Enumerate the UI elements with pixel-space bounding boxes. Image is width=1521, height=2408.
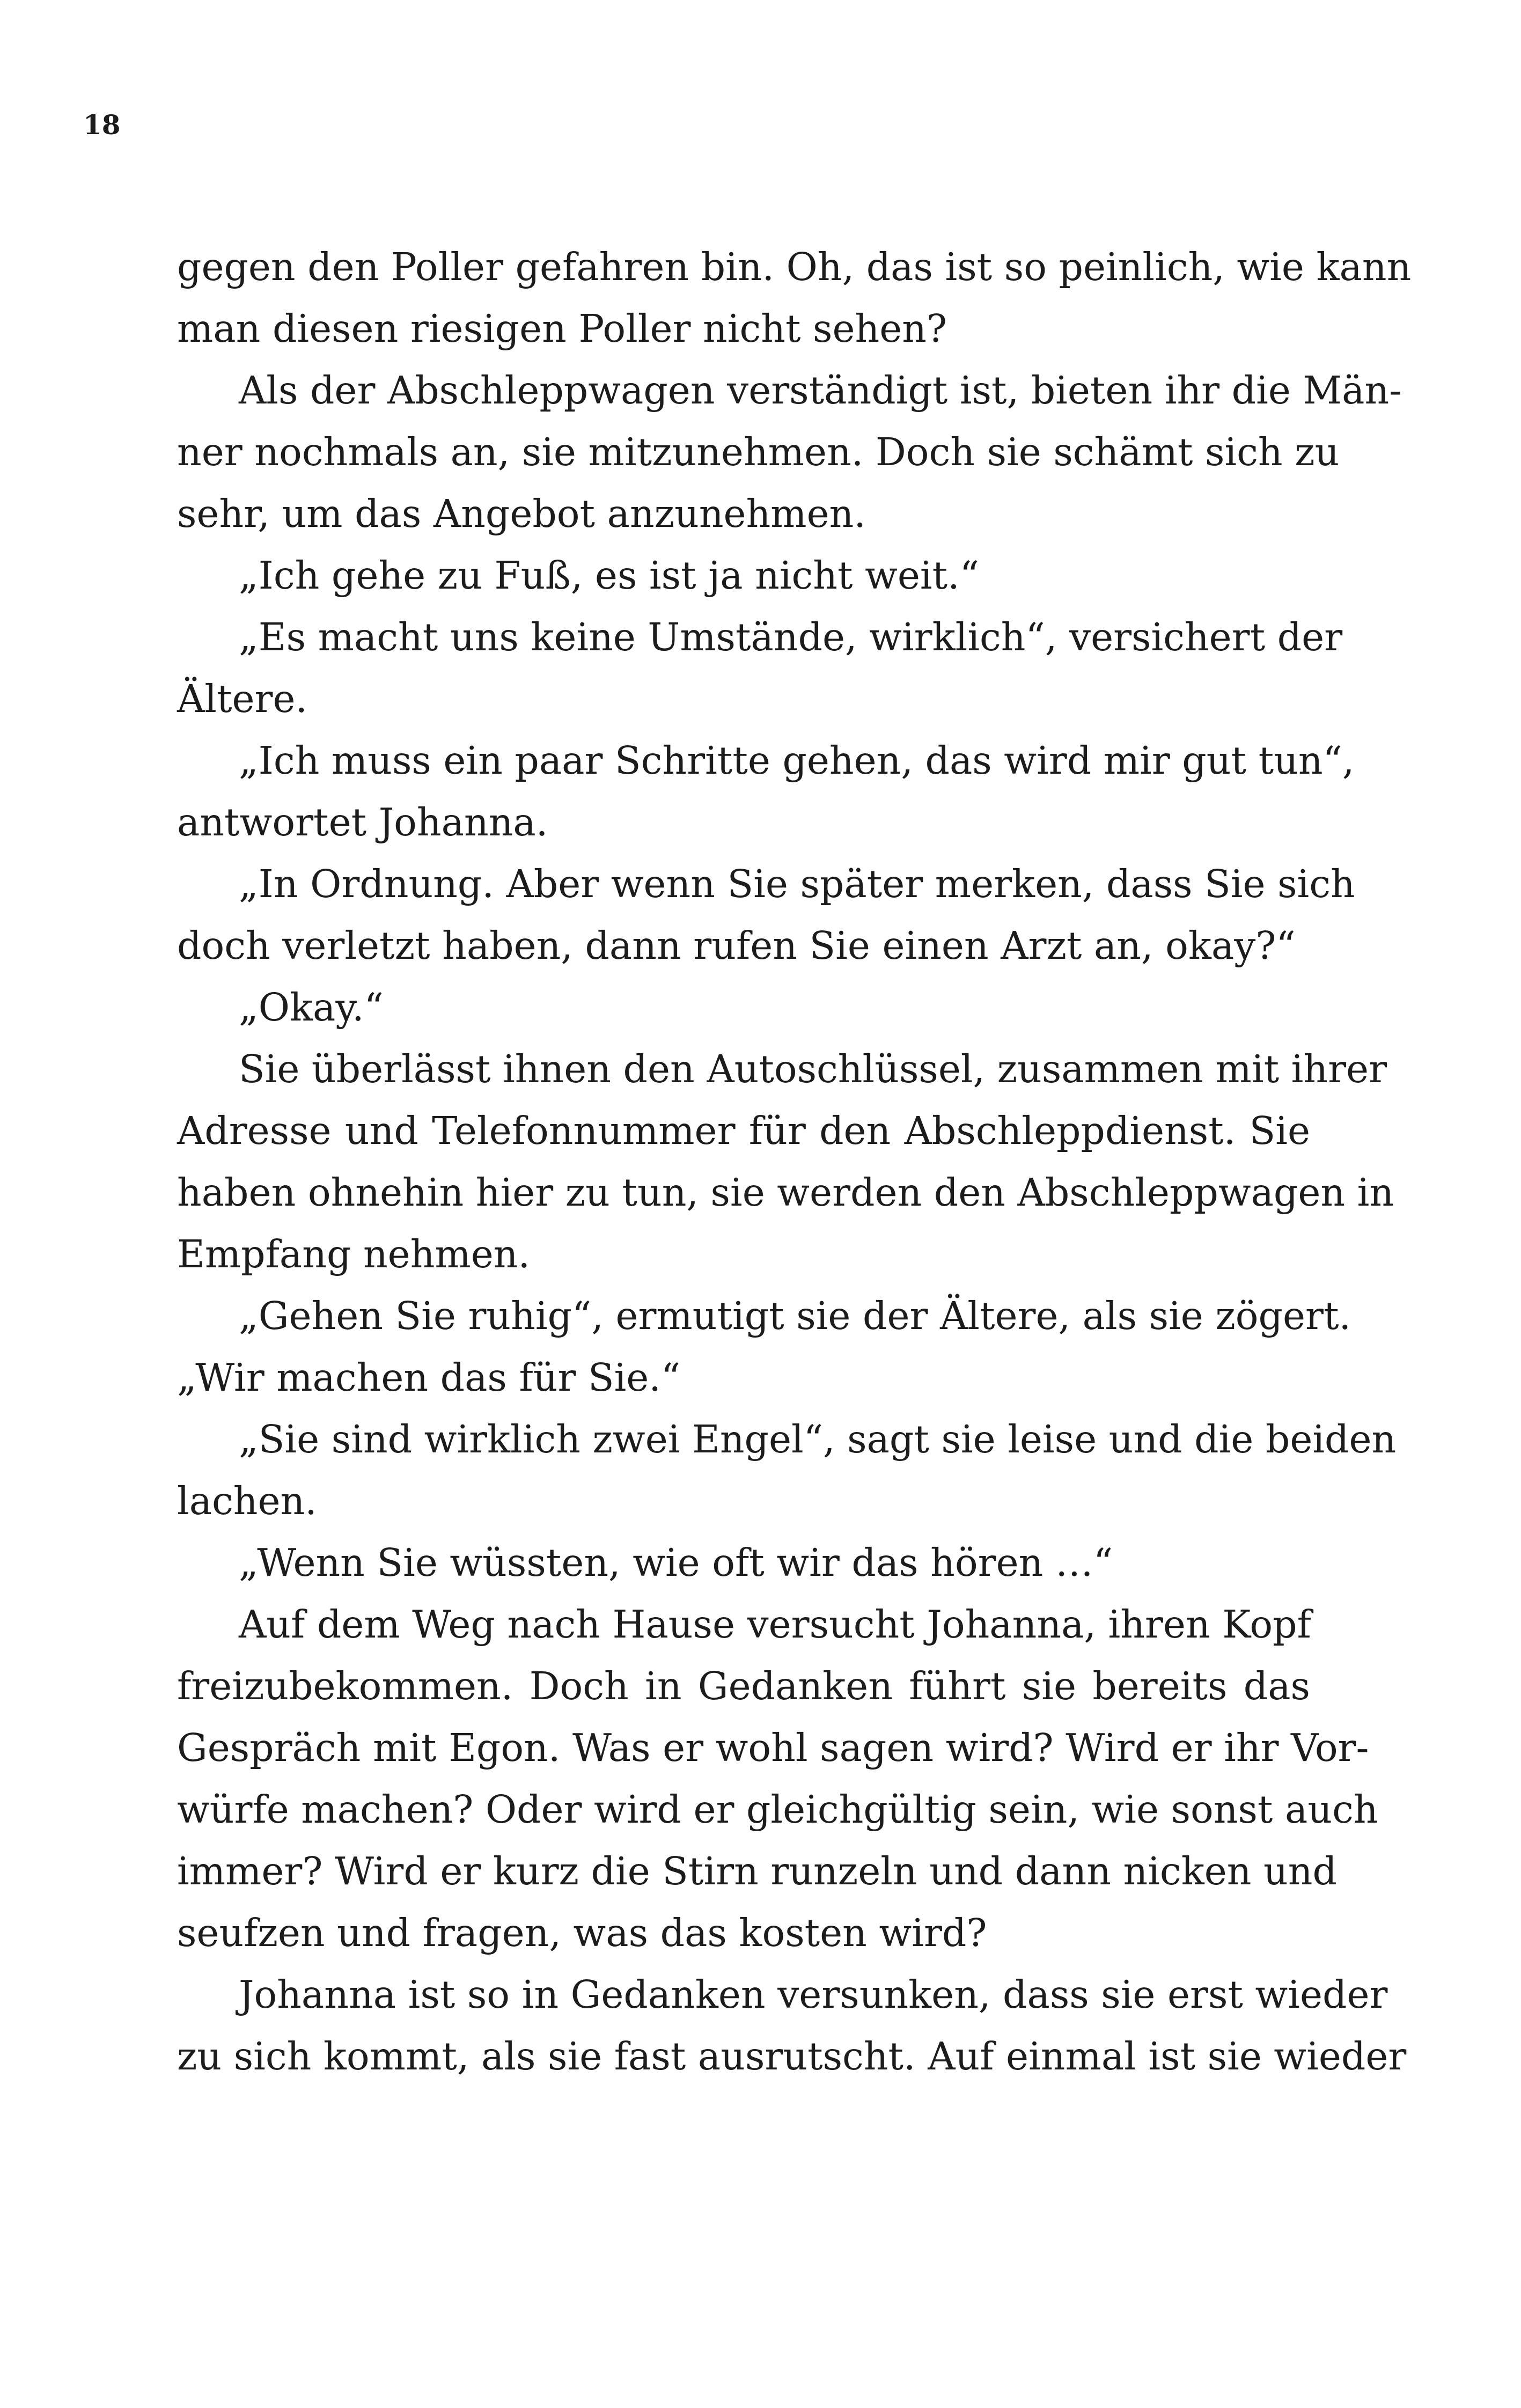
text-line: würfe machen? Oder wird er gleichgültig sein, wie sonst auch bbox=[177, 1787, 1378, 1832]
text-line: doch verletzt haben, dann rufen Sie einen Arzt an, okay?“ bbox=[177, 923, 1296, 968]
text-line: seufzen und fragen, was das kosten wird? bbox=[177, 1911, 987, 1955]
text-line: Auf dem Weg nach Hause versucht Johanna, ihren Kopf bbox=[239, 1602, 1311, 1647]
text-line: Als der Abschleppwagen verständigt ist, bieten ihr die Män- bbox=[239, 368, 1402, 413]
text-line: Sie überlässt ihnen den Autoschlüssel, zusammen mit ihrer bbox=[239, 1047, 1387, 1091]
text-line: „Sie sind wirklich zwei Engel“, sagt sie leise und die beiden bbox=[239, 1417, 1397, 1462]
text-line: „Ich gehe zu Fuß, es ist ja nicht weit.“ bbox=[239, 553, 980, 598]
text-line: freizubekommen. Doch in Gedanken führt sie bereits das bbox=[177, 1664, 1310, 1708]
text-line: „Wenn Sie wüssten, wie oft wir das hören …“ bbox=[239, 1540, 1113, 1585]
text-line: Adresse und Telefonnummer für den Abschleppdienst. Sie bbox=[177, 1108, 1310, 1153]
text-line: lachen. bbox=[177, 1479, 317, 1523]
text-line: „In Ordnung. Aber wenn Sie später merken, dass Sie sich bbox=[239, 862, 1355, 906]
text-line: immer? Wird er kurz die Stirn runzeln und dann nicken und bbox=[177, 1849, 1337, 1893]
text-line: Ältere. bbox=[177, 677, 308, 721]
text-line: „Es macht uns keine Umstände, wirklich“, versichert der bbox=[239, 615, 1343, 659]
text-line: „Ich muss ein paar Schritte gehen, das wird mir gut tun“, bbox=[239, 738, 1355, 783]
page-number: 18 bbox=[83, 109, 121, 141]
text-line: „Gehen Sie ruhig“, ermutigt sie der Ältere, als sie zögert. bbox=[239, 1294, 1351, 1338]
text-line: Gespräch mit Egon. Was er wohl sagen wird? Wird er ihr Vor- bbox=[177, 1726, 1369, 1770]
text-line: sehr, um das Angebot anzunehmen. bbox=[177, 491, 866, 536]
text-line: Johanna ist so in Gedanken versunken, dass sie erst wieder bbox=[239, 1972, 1388, 2017]
text-line: Empfang nehmen. bbox=[177, 1232, 531, 1276]
text-line: haben ohnehin hier zu tun, sie werden den Abschleppwagen in bbox=[177, 1170, 1394, 1215]
body-text bbox=[177, 236, 1412, 2087]
text-line: gegen den Poller gefahren bin. Oh, das ist so peinlich, wie kann bbox=[177, 245, 1412, 289]
text-line: „Wir machen das für Sie.“ bbox=[177, 1355, 681, 1400]
text-line: man diesen riesigen Poller nicht sehen? bbox=[177, 306, 947, 351]
text-line: „Okay.“ bbox=[239, 985, 384, 1030]
text-line: ner nochmals an, sie mitzunehmen. Doch sie schämt sich zu bbox=[177, 430, 1340, 474]
text-line: zu sich kommt, als sie fast ausrutscht. Auf einmal ist sie wieder bbox=[177, 2034, 1407, 2079]
text-line: antwortet Johanna. bbox=[177, 800, 548, 845]
